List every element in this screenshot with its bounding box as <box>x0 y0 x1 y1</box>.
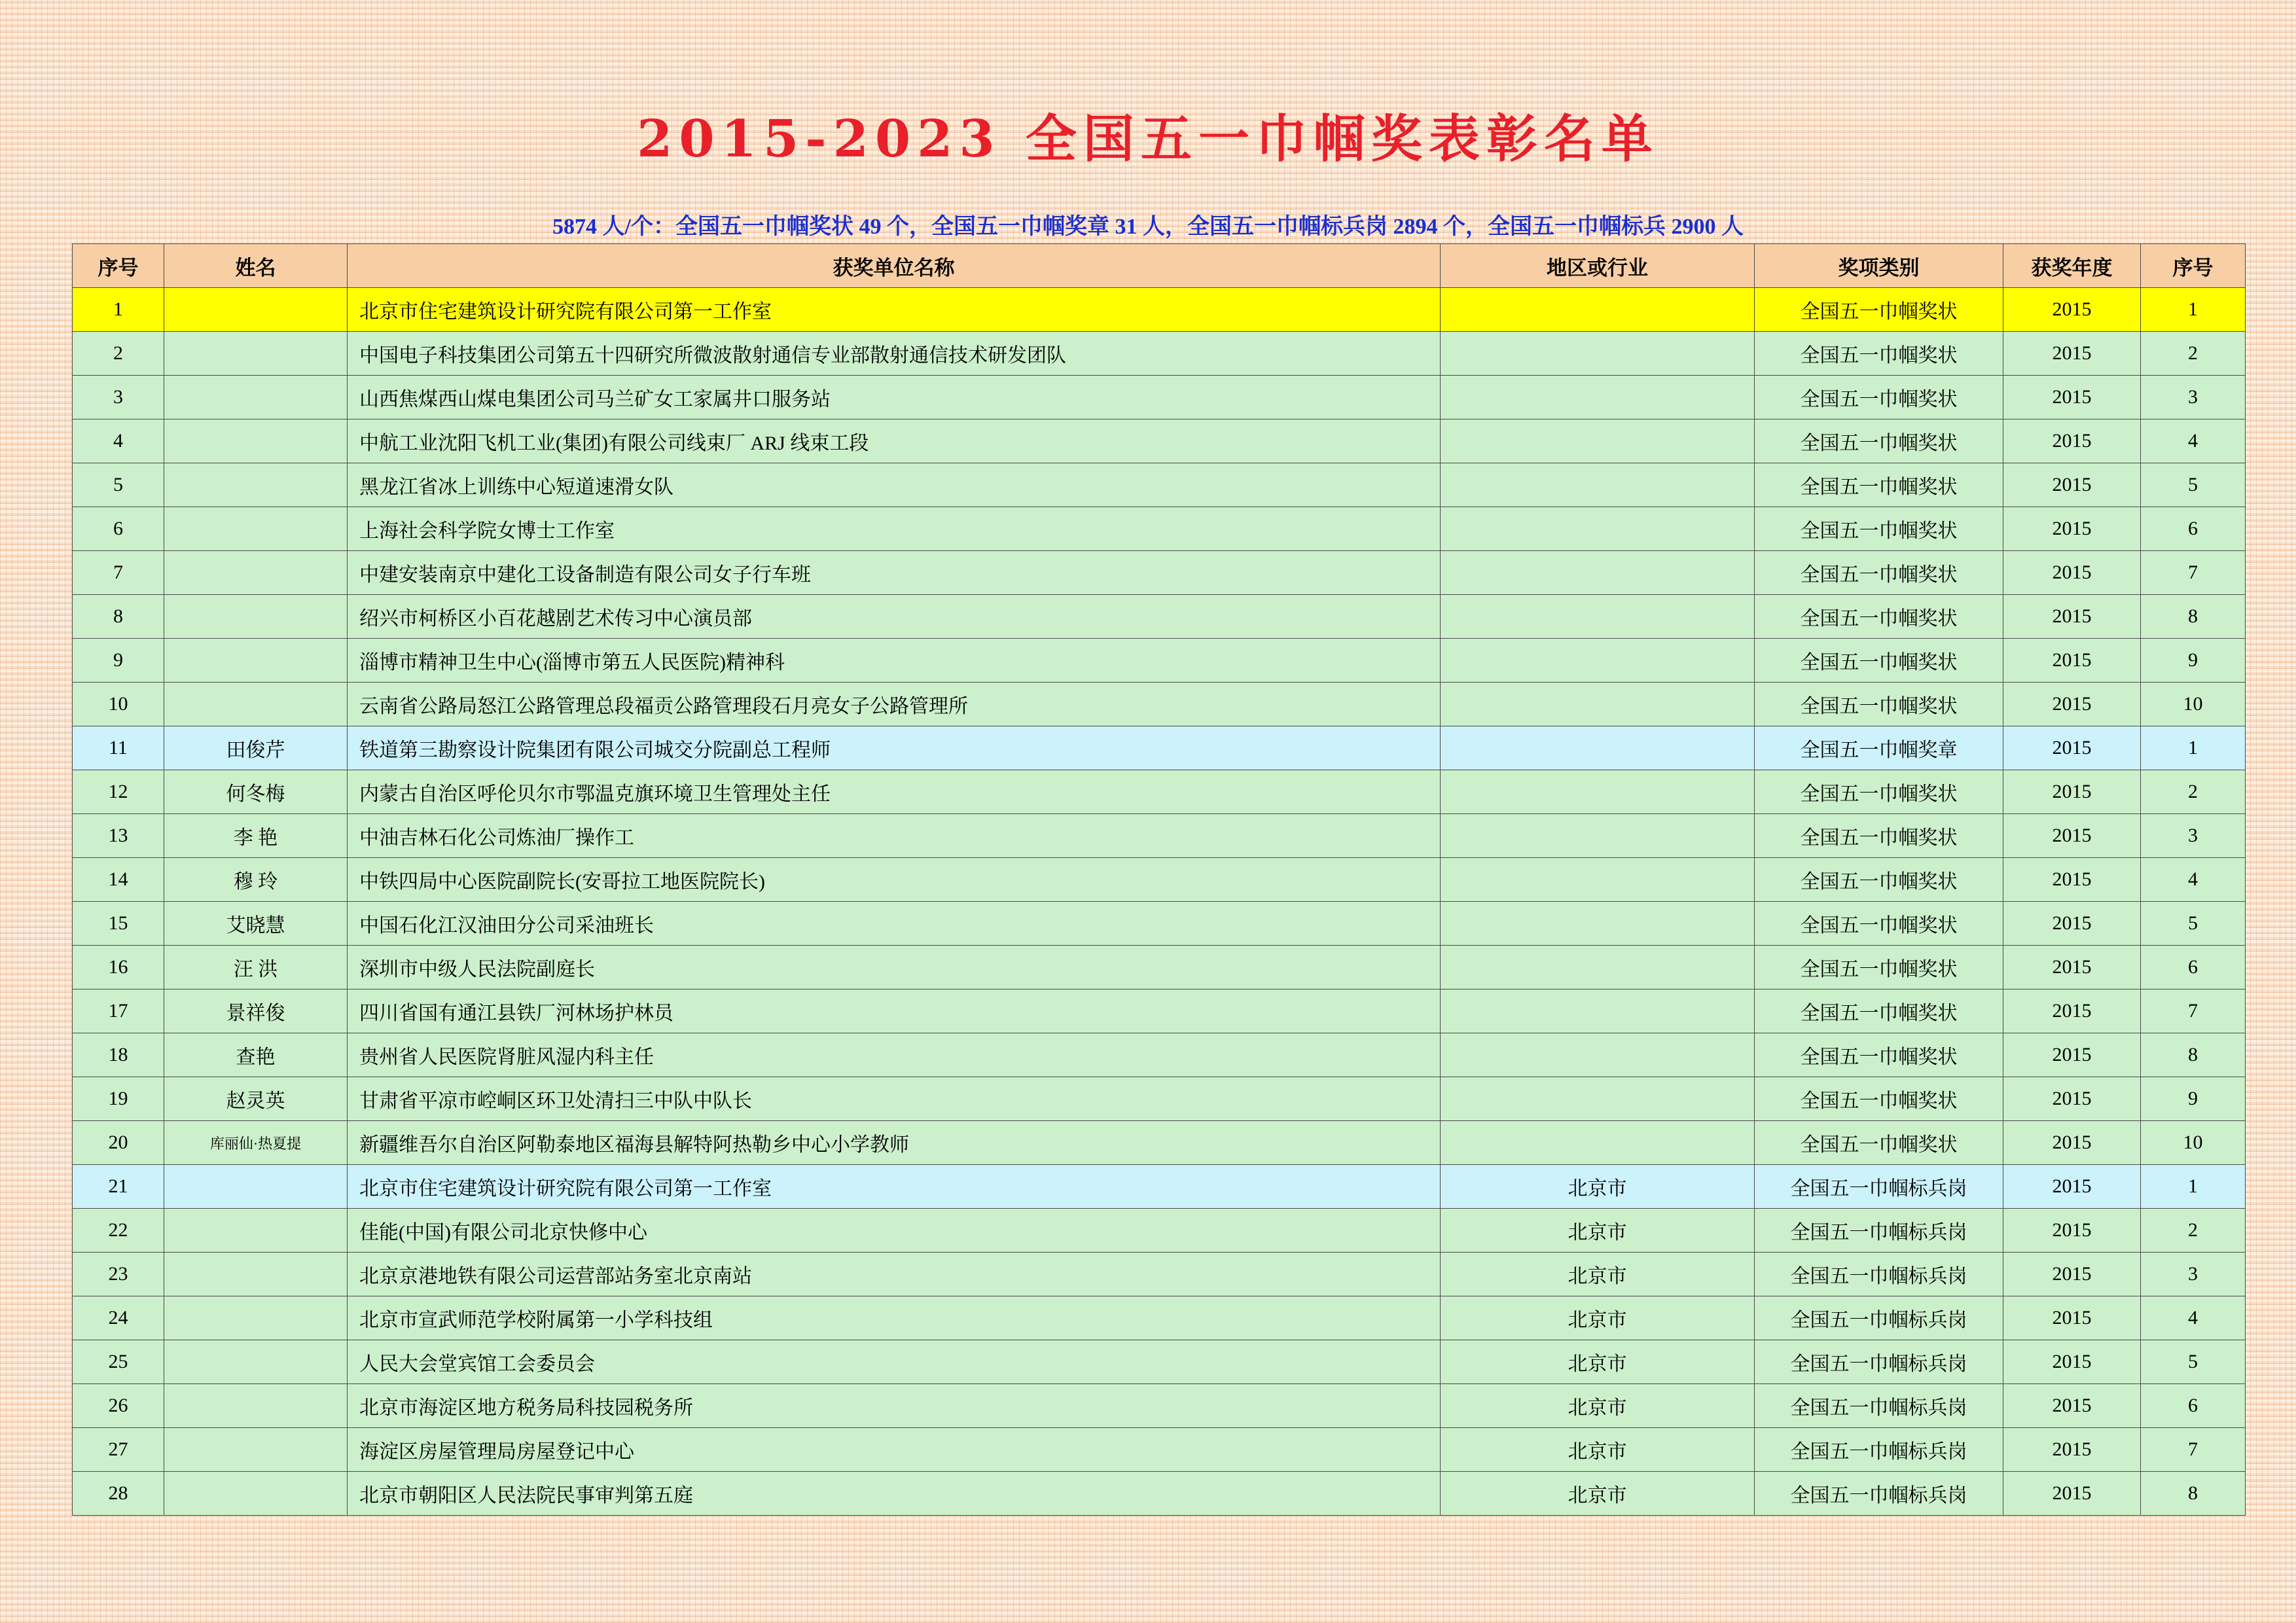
cell-index: 19 <box>73 1077 164 1121</box>
cell-index: 10 <box>73 683 164 726</box>
table-row <box>73 770 2246 814</box>
cell-year: 2015 <box>2003 1384 2141 1428</box>
cell-award-type: 全国五一巾帼奖状 <box>1755 288 2003 332</box>
cell-unit: 绍兴市柯桥区小百花越剧艺术传习中心演员部 <box>348 595 1441 639</box>
cell-award-type: 全国五一巾帼标兵岗 <box>1755 1340 2003 1384</box>
cell-sequence: 9 <box>2141 639 2246 683</box>
cell-unit: 中国电子科技集团公司第五十四研究所微波散射通信专业部散射通信技术研发团队 <box>348 332 1441 376</box>
cell-sequence: 2 <box>2141 1209 2246 1253</box>
cell-index: 7 <box>73 551 164 595</box>
cell-year: 2015 <box>2003 639 2141 683</box>
table-header <box>73 244 2246 288</box>
cell-name <box>164 1165 348 1209</box>
cell-region: 北京市 <box>1441 1253 1755 1296</box>
cell-year: 2015 <box>2003 376 2141 419</box>
cell-unit: 内蒙古自治区呼伦贝尔市鄂温克旗环境卫生管理处主任 <box>348 770 1441 814</box>
cell-index: 25 <box>73 1340 164 1384</box>
cell-region: 北京市 <box>1441 1296 1755 1340</box>
cell-region <box>1441 595 1755 639</box>
column-header-sequence: 序号 <box>2141 244 2246 288</box>
cell-name <box>164 1296 348 1340</box>
cell-sequence: 3 <box>2141 1253 2246 1296</box>
cell-unit: 上海社会科学院女博士工作室 <box>348 507 1441 551</box>
cell-index: 17 <box>73 990 164 1033</box>
cell-name <box>164 463 348 507</box>
cell-region <box>1441 332 1755 376</box>
cell-unit: 中航工业沈阳飞机工业(集团)有限公司线束厂 ARJ 线束工段 <box>348 419 1441 463</box>
table-header-row <box>73 244 2246 288</box>
cell-region <box>1441 683 1755 726</box>
cell-award-type: 全国五一巾帼奖状 <box>1755 332 2003 376</box>
table-row <box>73 639 2246 683</box>
cell-year: 2015 <box>2003 902 2141 946</box>
cell-index: 5 <box>73 463 164 507</box>
column-header-index: 序号 <box>73 244 164 288</box>
cell-unit: 铁道第三勘察设计院集团有限公司城交分院副总工程师 <box>348 726 1441 770</box>
cell-unit: 山西焦煤西山煤电集团公司马兰矿女工家属井口服务站 <box>348 376 1441 419</box>
cell-unit: 北京市朝阳区人民法院民事审判第五庭 <box>348 1472 1441 1516</box>
cell-index: 22 <box>73 1209 164 1253</box>
cell-year: 2015 <box>2003 1472 2141 1516</box>
cell-sequence: 10 <box>2141 1121 2246 1165</box>
page-title: 2015-2023 全国五一巾帼奖表彰名单 <box>637 109 1659 169</box>
cell-award-type: 全国五一巾帼标兵岗 <box>1755 1296 2003 1340</box>
table-row <box>73 376 2246 419</box>
table-row <box>73 551 2246 595</box>
cell-index: 6 <box>73 507 164 551</box>
cell-year: 2015 <box>2003 1340 2141 1384</box>
cell-name <box>164 1428 348 1472</box>
cell-year: 2015 <box>2003 990 2141 1033</box>
cell-name <box>164 683 348 726</box>
page-subtitle: 5874 人/个：全国五一巾帼奖状 49 个，全国五一巾帼奖章 31 人，全国五一巾帼标兵岗 2894 个，全国五一巾帼标兵 2900 人 <box>552 215 1744 239</box>
cell-index: 24 <box>73 1296 164 1340</box>
table-row <box>73 419 2246 463</box>
cell-name: 景祥俊 <box>164 990 348 1033</box>
cell-sequence: 4 <box>2141 419 2246 463</box>
cell-award-type: 全国五一巾帼奖状 <box>1755 946 2003 990</box>
cell-unit: 北京京港地铁有限公司运营部站务室北京南站 <box>348 1253 1441 1296</box>
table-row <box>73 814 2246 858</box>
table-row <box>73 288 2246 332</box>
cell-unit: 北京市海淀区地方税务局科技园税务所 <box>348 1384 1441 1428</box>
table-row <box>73 858 2246 902</box>
cell-unit: 淄博市精神卫生中心(淄博市第五人民医院)精神科 <box>348 639 1441 683</box>
cell-region <box>1441 990 1755 1033</box>
cell-name <box>164 551 348 595</box>
column-header-year: 获奖年度 <box>2003 244 2141 288</box>
cell-year: 2015 <box>2003 288 2141 332</box>
cell-year: 2015 <box>2003 507 2141 551</box>
table-body <box>73 288 2246 1516</box>
table-row <box>73 1340 2246 1384</box>
cell-unit: 中铁四局中心医院副院长(安哥拉工地医院院长) <box>348 858 1441 902</box>
table-row <box>73 902 2246 946</box>
cell-sequence: 8 <box>2141 595 2246 639</box>
cell-unit: 北京市住宅建筑设计研究院有限公司第一工作室 <box>348 288 1441 332</box>
cell-region <box>1441 1121 1755 1165</box>
cell-unit: 贵州省人民医院肾脏风湿内科主任 <box>348 1033 1441 1077</box>
cell-award-type: 全国五一巾帼奖状 <box>1755 507 2003 551</box>
cell-sequence: 6 <box>2141 946 2246 990</box>
cell-name <box>164 288 348 332</box>
table-row <box>73 1077 2246 1121</box>
cell-region <box>1441 858 1755 902</box>
cell-region <box>1441 814 1755 858</box>
cell-year: 2015 <box>2003 551 2141 595</box>
cell-index: 12 <box>73 770 164 814</box>
cell-award-type: 全国五一巾帼奖状 <box>1755 902 2003 946</box>
table-row <box>73 463 2246 507</box>
cell-index: 26 <box>73 1384 164 1428</box>
cell-region: 北京市 <box>1441 1428 1755 1472</box>
cell-sequence: 3 <box>2141 376 2246 419</box>
cell-name: 查艳 <box>164 1033 348 1077</box>
cell-unit: 黑龙江省冰上训练中心短道速滑女队 <box>348 463 1441 507</box>
cell-name <box>164 376 348 419</box>
table-row <box>73 726 2246 770</box>
cell-region <box>1441 1033 1755 1077</box>
cell-unit: 中建安装南京中建化工设备制造有限公司女子行车班 <box>348 551 1441 595</box>
cell-year: 2015 <box>2003 946 2141 990</box>
cell-year: 2015 <box>2003 1121 2141 1165</box>
cell-region <box>1441 726 1755 770</box>
table-row <box>73 1033 2246 1077</box>
cell-unit: 北京市住宅建筑设计研究院有限公司第一工作室 <box>348 1165 1441 1209</box>
cell-year: 2015 <box>2003 419 2141 463</box>
cell-award-type: 全国五一巾帼奖状 <box>1755 814 2003 858</box>
cell-sequence: 8 <box>2141 1472 2246 1516</box>
cell-name <box>164 1253 348 1296</box>
cell-award-type: 全国五一巾帼标兵岗 <box>1755 1428 2003 1472</box>
cell-unit: 北京市宣武师范学校附属第一小学科技组 <box>348 1296 1441 1340</box>
cell-region <box>1441 419 1755 463</box>
column-header-region: 地区或行业 <box>1441 244 1755 288</box>
cell-award-type: 全国五一巾帼奖状 <box>1755 595 2003 639</box>
cell-region <box>1441 902 1755 946</box>
table-row <box>73 1165 2246 1209</box>
cell-region: 北京市 <box>1441 1384 1755 1428</box>
cell-name <box>164 1472 348 1516</box>
cell-region: 北京市 <box>1441 1209 1755 1253</box>
cell-name: 赵灵英 <box>164 1077 348 1121</box>
cell-unit: 新疆维吾尔自治区阿勒泰地区福海县解特阿热勒乡中心小学教师 <box>348 1121 1441 1165</box>
cell-year: 2015 <box>2003 1033 2141 1077</box>
cell-sequence: 2 <box>2141 770 2246 814</box>
cell-year: 2015 <box>2003 595 2141 639</box>
cell-unit: 云南省公路局怒江公路管理总段福贡公路管理段石月亮女子公路管理所 <box>348 683 1441 726</box>
cell-year: 2015 <box>2003 726 2141 770</box>
cell-sequence: 5 <box>2141 463 2246 507</box>
table-row <box>73 1253 2246 1296</box>
cell-index: 23 <box>73 1253 164 1296</box>
table-row <box>73 595 2246 639</box>
column-header-award-type: 奖项类别 <box>1755 244 2003 288</box>
cell-index: 1 <box>73 288 164 332</box>
cell-sequence: 1 <box>2141 726 2246 770</box>
table-row <box>73 1384 2246 1428</box>
cell-name <box>164 595 348 639</box>
awards-table <box>72 243 2246 1516</box>
cell-unit: 中油吉林石化公司炼油厂操作工 <box>348 814 1441 858</box>
cell-award-type: 全国五一巾帼标兵岗 <box>1755 1253 2003 1296</box>
cell-year: 2015 <box>2003 1077 2141 1121</box>
cell-award-type: 全国五一巾帼奖状 <box>1755 463 2003 507</box>
cell-region <box>1441 463 1755 507</box>
cell-name <box>164 332 348 376</box>
cell-year: 2015 <box>2003 1165 2141 1209</box>
cell-sequence: 1 <box>2141 1165 2246 1209</box>
cell-sequence: 8 <box>2141 1033 2246 1077</box>
cell-sequence: 7 <box>2141 1428 2246 1472</box>
cell-award-type: 全国五一巾帼标兵岗 <box>1755 1165 2003 1209</box>
cell-name: 库丽仙·热夏提 <box>164 1121 348 1165</box>
cell-unit: 中国石化江汉油田分公司采油班长 <box>348 902 1441 946</box>
cell-region: 北京市 <box>1441 1340 1755 1384</box>
cell-region <box>1441 288 1755 332</box>
cell-region <box>1441 376 1755 419</box>
table-row <box>73 1209 2246 1253</box>
cell-award-type: 全国五一巾帼奖状 <box>1755 683 2003 726</box>
cell-sequence: 7 <box>2141 990 2246 1033</box>
cell-award-type: 全国五一巾帼奖状 <box>1755 990 2003 1033</box>
cell-year: 2015 <box>2003 814 2141 858</box>
column-header-unit: 获奖单位名称 <box>348 244 1441 288</box>
cell-region: 北京市 <box>1441 1165 1755 1209</box>
cell-year: 2015 <box>2003 858 2141 902</box>
cell-unit: 甘肃省平凉市崆峒区环卫处清扫三中队中队长 <box>348 1077 1441 1121</box>
cell-award-type: 全国五一巾帼奖状 <box>1755 770 2003 814</box>
cell-year: 2015 <box>2003 770 2141 814</box>
cell-name: 艾晓慧 <box>164 902 348 946</box>
cell-unit: 人民大会堂宾馆工会委员会 <box>348 1340 1441 1384</box>
cell-index: 14 <box>73 858 164 902</box>
cell-index: 18 <box>73 1033 164 1077</box>
cell-region <box>1441 507 1755 551</box>
cell-sequence: 4 <box>2141 1296 2246 1340</box>
cell-index: 9 <box>73 639 164 683</box>
table-row <box>73 1472 2246 1516</box>
cell-award-type: 全国五一巾帼奖状 <box>1755 1033 2003 1077</box>
table-row <box>73 1121 2246 1165</box>
cell-award-type: 全国五一巾帼奖状 <box>1755 1121 2003 1165</box>
cell-sequence: 6 <box>2141 1384 2246 1428</box>
table-row <box>73 507 2246 551</box>
cell-sequence: 3 <box>2141 814 2246 858</box>
cell-name <box>164 1209 348 1253</box>
cell-sequence: 5 <box>2141 1340 2246 1384</box>
table-row <box>73 1428 2246 1472</box>
cell-region: 北京市 <box>1441 1472 1755 1516</box>
cell-index: 21 <box>73 1165 164 1209</box>
cell-year: 2015 <box>2003 463 2141 507</box>
cell-name <box>164 1340 348 1384</box>
cell-region <box>1441 946 1755 990</box>
cell-sequence: 9 <box>2141 1077 2246 1121</box>
cell-index: 8 <box>73 595 164 639</box>
cell-index: 16 <box>73 946 164 990</box>
cell-unit: 四川省国有通江县铁厂河林场护林员 <box>348 990 1441 1033</box>
cell-index: 4 <box>73 419 164 463</box>
cell-index: 3 <box>73 376 164 419</box>
cell-name <box>164 507 348 551</box>
cell-year: 2015 <box>2003 1253 2141 1296</box>
cell-award-type: 全国五一巾帼标兵岗 <box>1755 1472 2003 1516</box>
cell-name <box>164 1384 348 1428</box>
cell-sequence: 10 <box>2141 683 2246 726</box>
table-row <box>73 990 2246 1033</box>
cell-award-type: 全国五一巾帼标兵岗 <box>1755 1384 2003 1428</box>
cell-region <box>1441 770 1755 814</box>
cell-region <box>1441 551 1755 595</box>
cell-unit: 佳能(中国)有限公司北京快修中心 <box>348 1209 1441 1253</box>
cell-award-type: 全国五一巾帼奖状 <box>1755 858 2003 902</box>
table-row <box>73 683 2246 726</box>
cell-award-type: 全国五一巾帼奖状 <box>1755 1077 2003 1121</box>
cell-name: 李 艳 <box>164 814 348 858</box>
cell-sequence: 4 <box>2141 858 2246 902</box>
cell-sequence: 1 <box>2141 288 2246 332</box>
cell-year: 2015 <box>2003 1209 2141 1253</box>
cell-award-type: 全国五一巾帼奖状 <box>1755 639 2003 683</box>
cell-year: 2015 <box>2003 332 2141 376</box>
column-header-name: 姓名 <box>164 244 348 288</box>
table-row <box>73 332 2246 376</box>
cell-award-type: 全国五一巾帼奖状 <box>1755 376 2003 419</box>
cell-index: 20 <box>73 1121 164 1165</box>
cell-award-type: 全国五一巾帼奖章 <box>1755 726 2003 770</box>
cell-index: 28 <box>73 1472 164 1516</box>
cell-index: 2 <box>73 332 164 376</box>
cell-index: 13 <box>73 814 164 858</box>
cell-name: 汪 洪 <box>164 946 348 990</box>
cell-sequence: 5 <box>2141 902 2246 946</box>
table-row <box>73 946 2246 990</box>
cell-name: 穆 玲 <box>164 858 348 902</box>
cell-name <box>164 639 348 683</box>
cell-sequence: 2 <box>2141 332 2246 376</box>
cell-index: 11 <box>73 726 164 770</box>
cell-award-type: 全国五一巾帼奖状 <box>1755 419 2003 463</box>
cell-unit: 海淀区房屋管理局房屋登记中心 <box>348 1428 1441 1472</box>
cell-award-type: 全国五一巾帼奖状 <box>1755 551 2003 595</box>
cell-sequence: 7 <box>2141 551 2246 595</box>
table-row <box>73 1296 2246 1340</box>
cell-sequence: 6 <box>2141 507 2246 551</box>
cell-name: 何冬梅 <box>164 770 348 814</box>
cell-index: 15 <box>73 902 164 946</box>
cell-award-type: 全国五一巾帼标兵岗 <box>1755 1209 2003 1253</box>
cell-region <box>1441 1077 1755 1121</box>
cell-year: 2015 <box>2003 1296 2141 1340</box>
cell-unit: 深圳市中级人民法院副庭长 <box>348 946 1441 990</box>
cell-year: 2015 <box>2003 1428 2141 1472</box>
cell-index: 27 <box>73 1428 164 1472</box>
cell-name: 田俊芹 <box>164 726 348 770</box>
cell-year: 2015 <box>2003 683 2141 726</box>
cell-name <box>164 419 348 463</box>
cell-region <box>1441 639 1755 683</box>
